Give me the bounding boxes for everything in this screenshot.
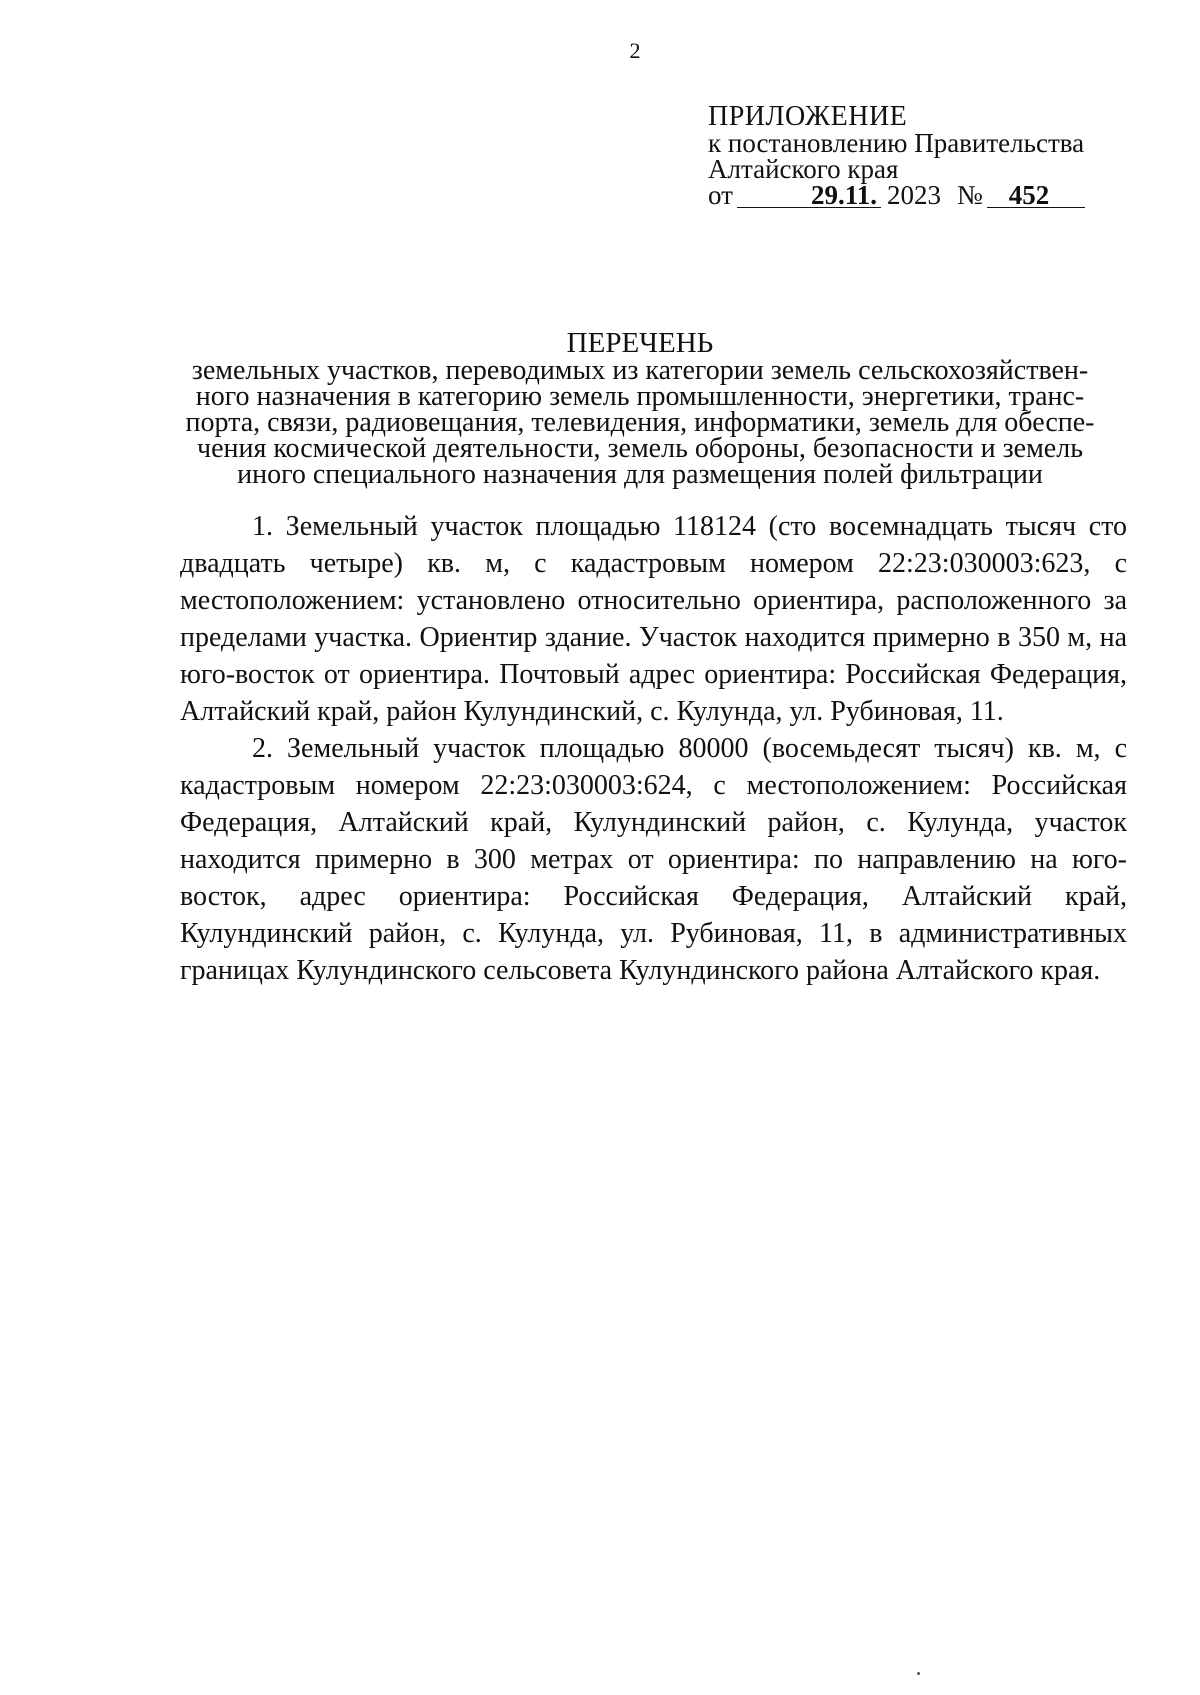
title-line: ного назначения в категорию земель промышленности, энергетики, транс- [195, 381, 1085, 412]
scan-dot [917, 1672, 920, 1675]
title-line: порта, связи, радиовещания, телевидения, информатики, земель для обеспе- [185, 407, 1095, 438]
document-body [180, 508, 1127, 989]
appendix-block [708, 101, 1085, 210]
appendix-date-line [708, 182, 1085, 208]
paragraph-item-1: 1. Земельный участок площадью 118124 (сто восемнадцать тысяч сто двадцать четыре) кв. м, с кадастровым номером 22:23:030003:623, с местоположением: установлено относительно ориентира, расположенного за пределами участка. Ориентир здание. Участок находится примерно в 350 м, на юго-восток от ориентира. Почтовый адрес ориентира: Российская Федерация, Алтайский край, район Кулундинский, с. Кулунда, ул. Рубиновая, 11. [180, 511, 1127, 727]
paragraph-item-2: 2. Земельный участок площадью 80000 (восемьдесят тысяч) кв. м, с кадастровым номером 22:23:030003:624, с местоположением: Российская Федерация, Алтайский край, Кулундинский район, с. Кулунда, участок находится примерно в 300 метрах от ориентира: по направлению на юго-восток, адрес ориентира: Российская Федерация, Алтайский край, Кулундинский район, с. Кулунда, ул. Рубиновая, 11, в административных границах Кулундинского сельсовета Кулундинского района Алтайского края. [180, 733, 1127, 986]
date-prefix: от [708, 180, 733, 210]
appendix-line-1: к постановлению Правительства [708, 128, 1085, 158]
document-title [180, 327, 1100, 490]
number-sign: № [956, 180, 983, 210]
appendix-heading: ПРИЛОЖЕНИЕ [708, 101, 908, 132]
document-number: 452 [987, 183, 1085, 208]
title-line: иного специального назначения для размещения полей фильтрации [237, 459, 1043, 490]
title-line: земельных участков, переводимых из категории земель сельскохозяйствен- [191, 355, 1089, 386]
title-heading: ПЕРЕЧЕНЬ [566, 327, 714, 359]
title-line: чения космической деятельности, земель обороны, безопасности и земель [197, 433, 1083, 464]
appendix-line-2: Алтайского края [708, 154, 899, 184]
year: 2023 [886, 180, 941, 210]
date-value: 29.11. [737, 183, 881, 208]
page-number: 2 [629, 38, 641, 63]
